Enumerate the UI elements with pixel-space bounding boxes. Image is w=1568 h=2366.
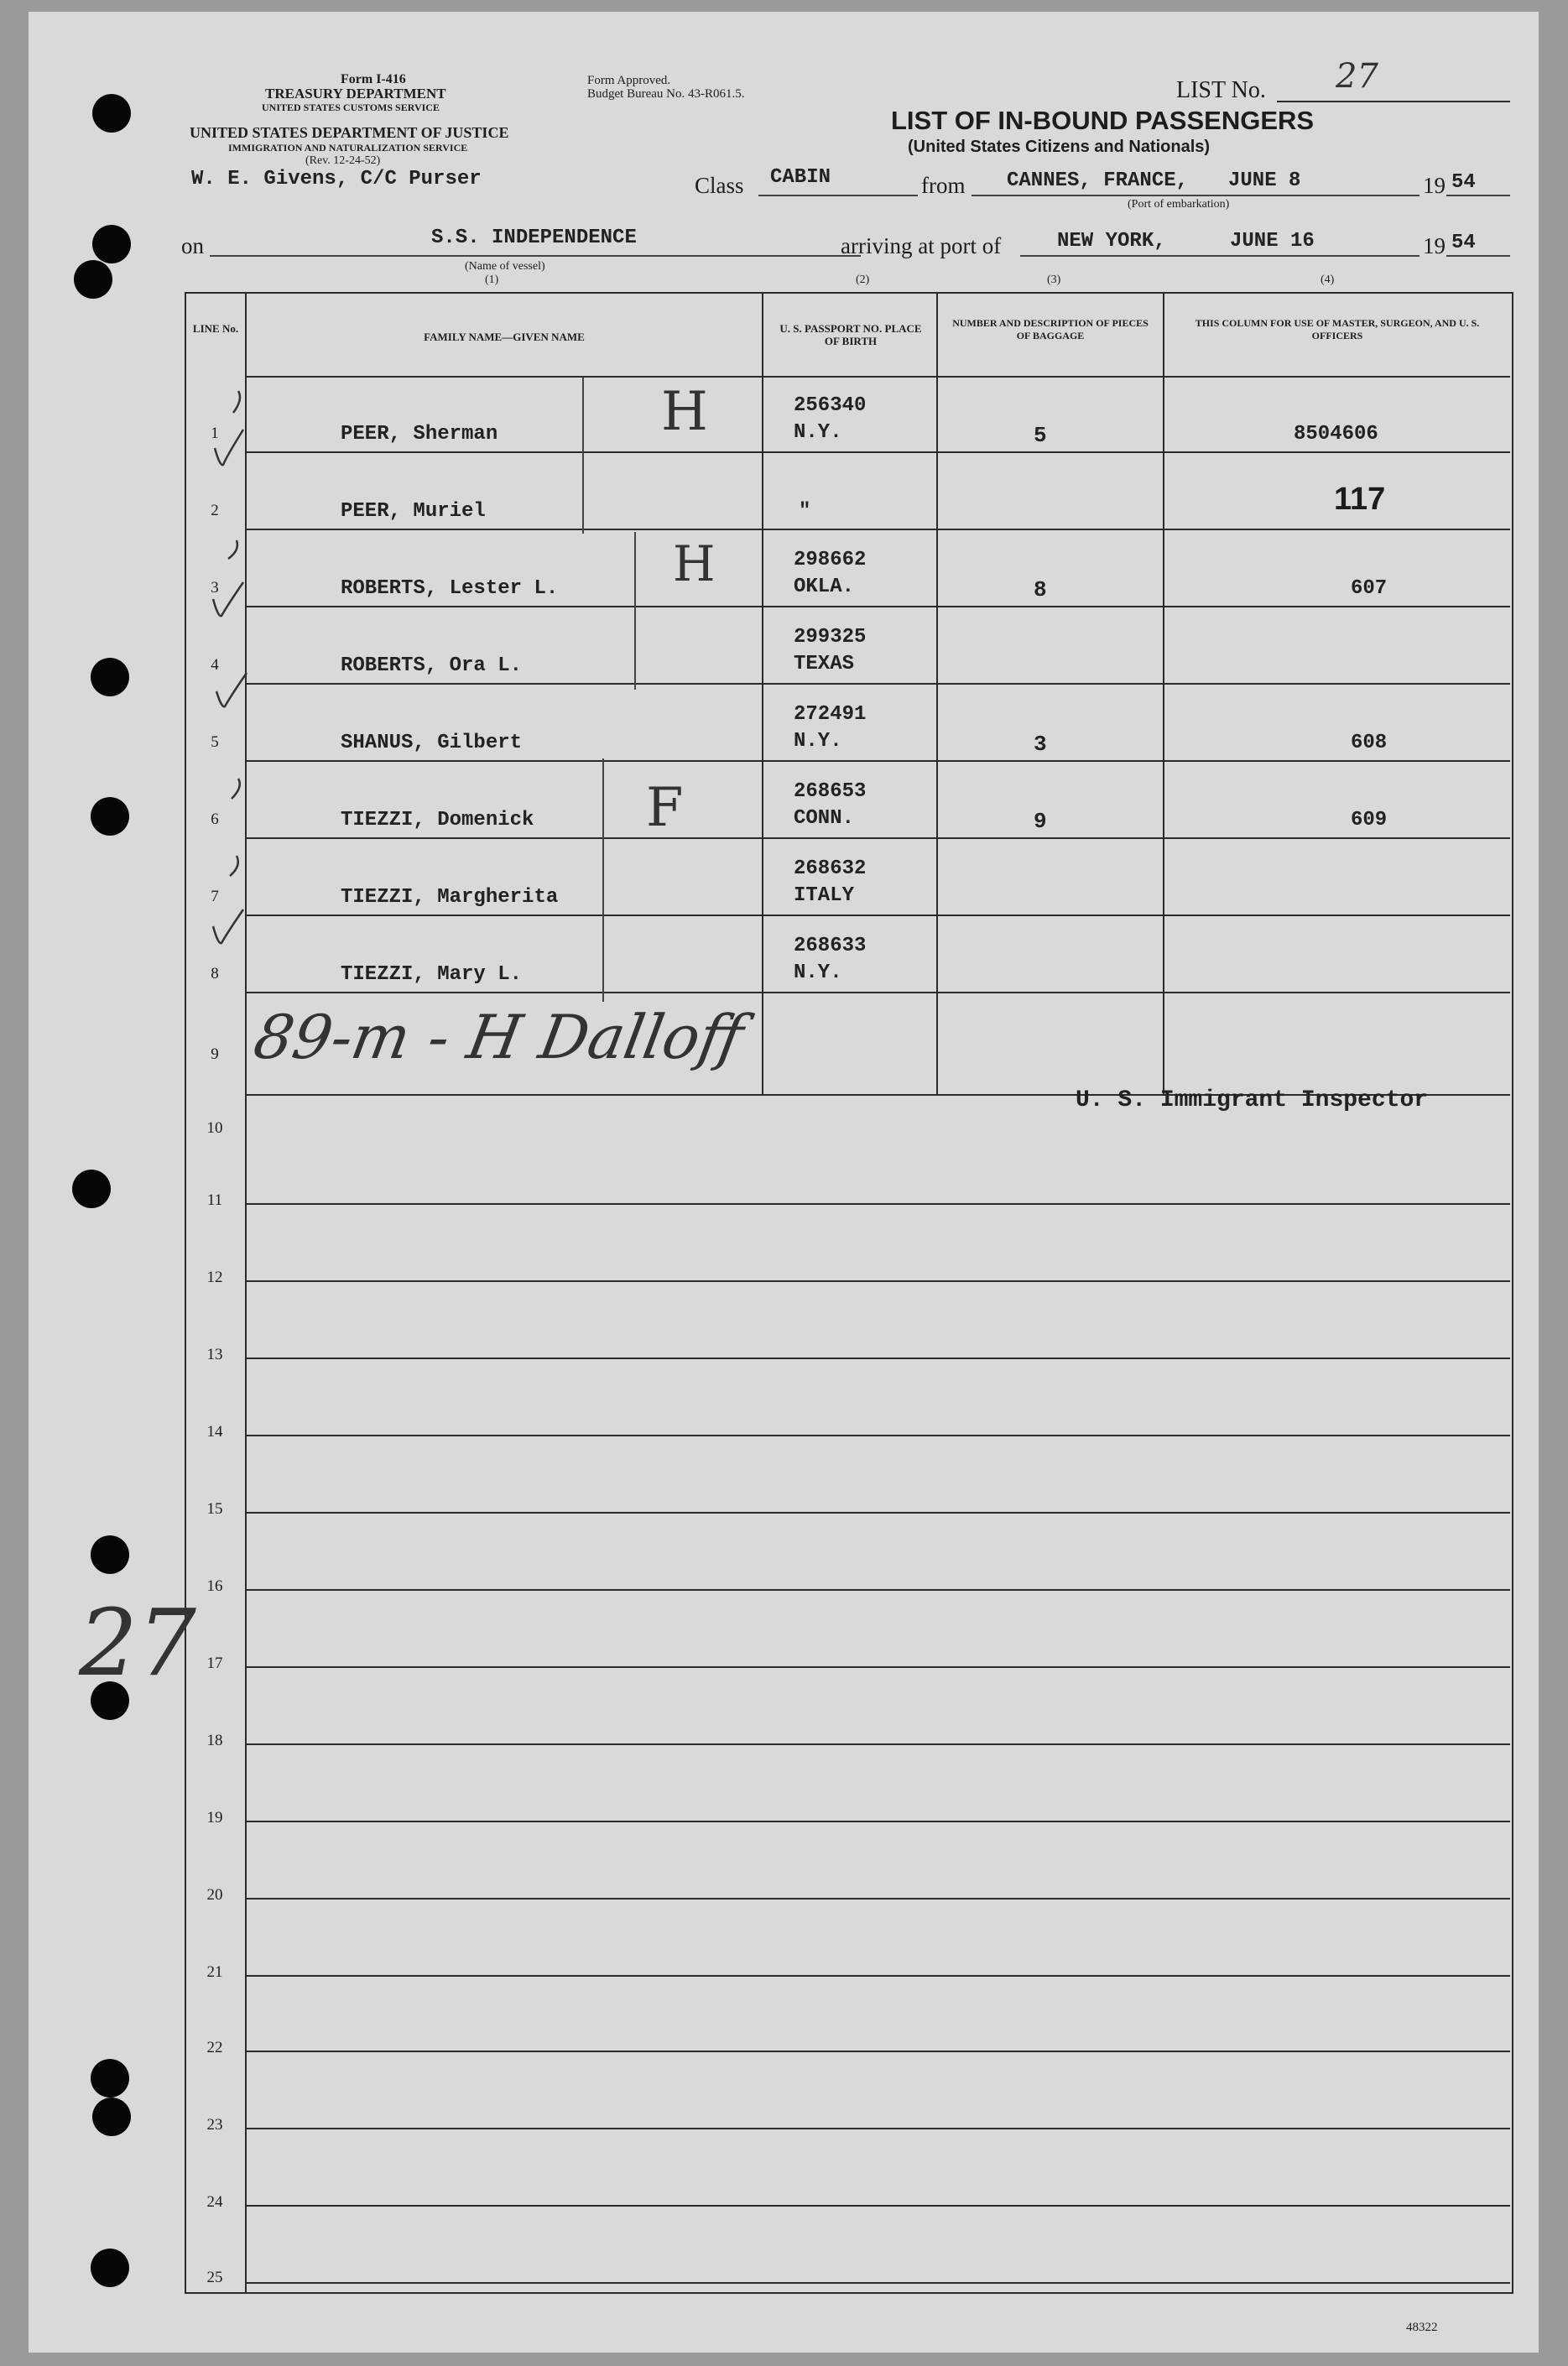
from-label: from (921, 173, 966, 198)
line-number: 25 (206, 2269, 223, 2286)
punch-hole (91, 2249, 129, 2287)
manifest-page (29, 12, 1539, 2353)
line-number: 8 (211, 965, 219, 982)
arrival-year: 54 (1451, 232, 1476, 254)
list-no-label: LIST No. (1176, 77, 1266, 103)
punch-hole (92, 94, 131, 133)
passport-number: 268653 (794, 780, 867, 803)
list-no-value: 27 (1336, 57, 1378, 96)
officer-notation: 608 (1351, 732, 1388, 754)
punch-hole (92, 225, 131, 263)
punch-hole (92, 2098, 131, 2136)
col-num-1: (1) (485, 274, 499, 286)
officer-notation: 117 (1334, 482, 1386, 517)
col-num-3: (3) (1047, 274, 1061, 286)
line-number: 13 (206, 1346, 223, 1363)
col-num-2: (2) (856, 274, 870, 286)
line-number: 16 (206, 1577, 223, 1595)
vessel-caption: (Name of vessel) (465, 260, 545, 273)
form-approved: Form Approved. (587, 74, 671, 87)
line-number: 14 (206, 1423, 223, 1441)
line-number: 17 (206, 1655, 223, 1672)
officer-notation: 609 (1351, 809, 1388, 831)
baggage-count: 3 (1034, 732, 1047, 757)
place-of-birth: N.Y. (794, 421, 842, 444)
header-baggage: NUMBER AND DESCRIPTION OF PIECES OF BAGGAGE (952, 317, 1149, 341)
place-of-birth: N.Y. (794, 730, 842, 753)
check-mark-icon (216, 673, 247, 706)
class-label: Class (695, 173, 744, 198)
line-number: 21 (206, 1963, 223, 1981)
line-number: 1 (211, 425, 219, 442)
passenger-name: TIEZZI, Margherita (341, 886, 559, 909)
line-number: 5 (211, 733, 219, 751)
check-mark-icon (232, 779, 240, 799)
header-family-name: FAMILY NAME—GIVEN NAME (424, 331, 585, 343)
punch-hole (91, 658, 129, 696)
arrival-port: NEW YORK, (1057, 230, 1166, 253)
line-number: 4 (211, 656, 219, 674)
line-number: 23 (206, 2116, 223, 2134)
line-number: 18 (206, 1732, 223, 1749)
group-mark: F (646, 777, 684, 839)
inspector-signature: 89-m - H Dalloff (248, 1002, 749, 1072)
port-embarkation-caption: (Port of embarkation) (1128, 198, 1230, 211)
passenger-name: TIEZZI, Domenick (341, 809, 534, 831)
purser: W. E. Givens, C/C Purser (191, 168, 482, 190)
check-marks (196, 373, 263, 977)
line-number: 9 (211, 1045, 219, 1063)
header-line-no: LINE No. (192, 322, 239, 335)
place-of-birth: TEXAS (794, 653, 855, 675)
line-number: 10 (206, 1119, 223, 1137)
punch-hole (74, 260, 112, 299)
col-num-4: (4) (1321, 274, 1335, 286)
line-number: 6 (211, 810, 219, 828)
group-mark: H (673, 535, 716, 592)
passport-number: 272491 (794, 703, 867, 726)
line-number: 2 (211, 502, 219, 519)
immigrant-inspector-label: U. S. Immigrant Inspector (1076, 1087, 1429, 1113)
place-of-birth: " (799, 500, 811, 523)
revision: (Rev. 12-24-52) (305, 154, 381, 167)
embarkation-date: JUNE 8 (1228, 169, 1301, 192)
print-code: 48322 (1406, 2321, 1438, 2334)
punch-hole (91, 797, 129, 836)
baggage-count: 5 (1034, 423, 1047, 448)
embarkation-year: 54 (1451, 171, 1476, 194)
line-number: 22 (206, 2039, 223, 2056)
customs-service: UNITED STATES CUSTOMS SERVICE (262, 102, 440, 113)
line-number: 19 (206, 1809, 223, 1827)
passport-number: 299325 (794, 626, 867, 649)
check-mark-icon (228, 540, 237, 559)
line-number: 20 (206, 1886, 223, 1904)
line-number: 24 (206, 2193, 223, 2211)
check-mark-icon (213, 909, 243, 943)
treasury-dept: TREASURY DEPARTMENT (265, 86, 446, 102)
year-prefix: 19 (1423, 173, 1446, 198)
manifest-title: LIST OF IN-BOUND PASSENGERS (891, 106, 1315, 135)
place-of-birth: ITALY (794, 884, 855, 907)
passenger-name: SHANUS, Gilbert (341, 732, 523, 754)
punch-hole (91, 2059, 129, 2098)
place-of-birth: OKLA. (794, 576, 855, 598)
baggage-count: 9 (1034, 809, 1047, 834)
passport-number: 268632 (794, 857, 867, 880)
passenger-name: ROBERTS, Lester L. (341, 577, 559, 600)
passenger-name: PEER, Muriel (341, 500, 486, 523)
line-number: 7 (211, 888, 219, 905)
manifest-subtitle: (United States Citizens and Nationals) (908, 138, 1211, 156)
form-number: Form I-416 (341, 72, 406, 86)
baggage-count: 8 (1034, 577, 1047, 602)
justice-dept: UNITED STATES DEPARTMENT OF JUSTICE (190, 124, 509, 141)
header-passport: U. S. PASSPORT NO. PLACE OF BIRTH (779, 322, 922, 347)
check-mark-icon (213, 582, 243, 616)
year-prefix: 19 (1423, 233, 1446, 258)
passenger-name: PEER, Sherman (341, 423, 498, 446)
ins-service: IMMIGRATION AND NATURALIZATION SERVICE (228, 142, 468, 154)
passenger-name: ROBERTS, Ora L. (341, 654, 523, 677)
arriving-label: arriving at port of (841, 233, 1002, 258)
group-mark: H (661, 381, 708, 443)
punch-hole (91, 1535, 129, 1574)
officer-notation: 607 (1351, 577, 1388, 600)
passport-number: 256340 (794, 394, 867, 417)
header-officers: THIS COLUMN FOR USE OF MASTER, SURGEON, AND U. S. OFFICERS (1195, 317, 1480, 341)
place-of-birth: N.Y. (794, 962, 842, 984)
place-of-birth: CONN. (794, 807, 855, 830)
check-mark-icon (233, 391, 240, 413)
line-number: 3 (211, 579, 219, 597)
vessel-name: S.S. INDEPENDENCE (431, 227, 637, 249)
arrival-date: JUNE 16 (1230, 230, 1315, 253)
officer-notation: 8504606 (1294, 423, 1378, 446)
passport-number: 268633 (794, 935, 867, 957)
line-number: 15 (206, 1500, 223, 1518)
passport-number: 298662 (794, 549, 867, 571)
check-mark-icon (230, 856, 238, 876)
margin-number: 27 (79, 1589, 196, 1696)
check-mark-icon (215, 430, 243, 465)
budget-bureau: Budget Bureau No. 43-R061.5. (587, 87, 745, 101)
class-value: CABIN (770, 166, 831, 189)
line-number: 12 (206, 1269, 223, 1286)
passenger-name: TIEZZI, Mary L. (341, 963, 523, 986)
embarkation-port: CANNES, FRANCE, (1007, 169, 1189, 192)
on-label: on (181, 233, 204, 258)
punch-hole (72, 1170, 111, 1208)
line-number: 11 (206, 1191, 223, 1209)
